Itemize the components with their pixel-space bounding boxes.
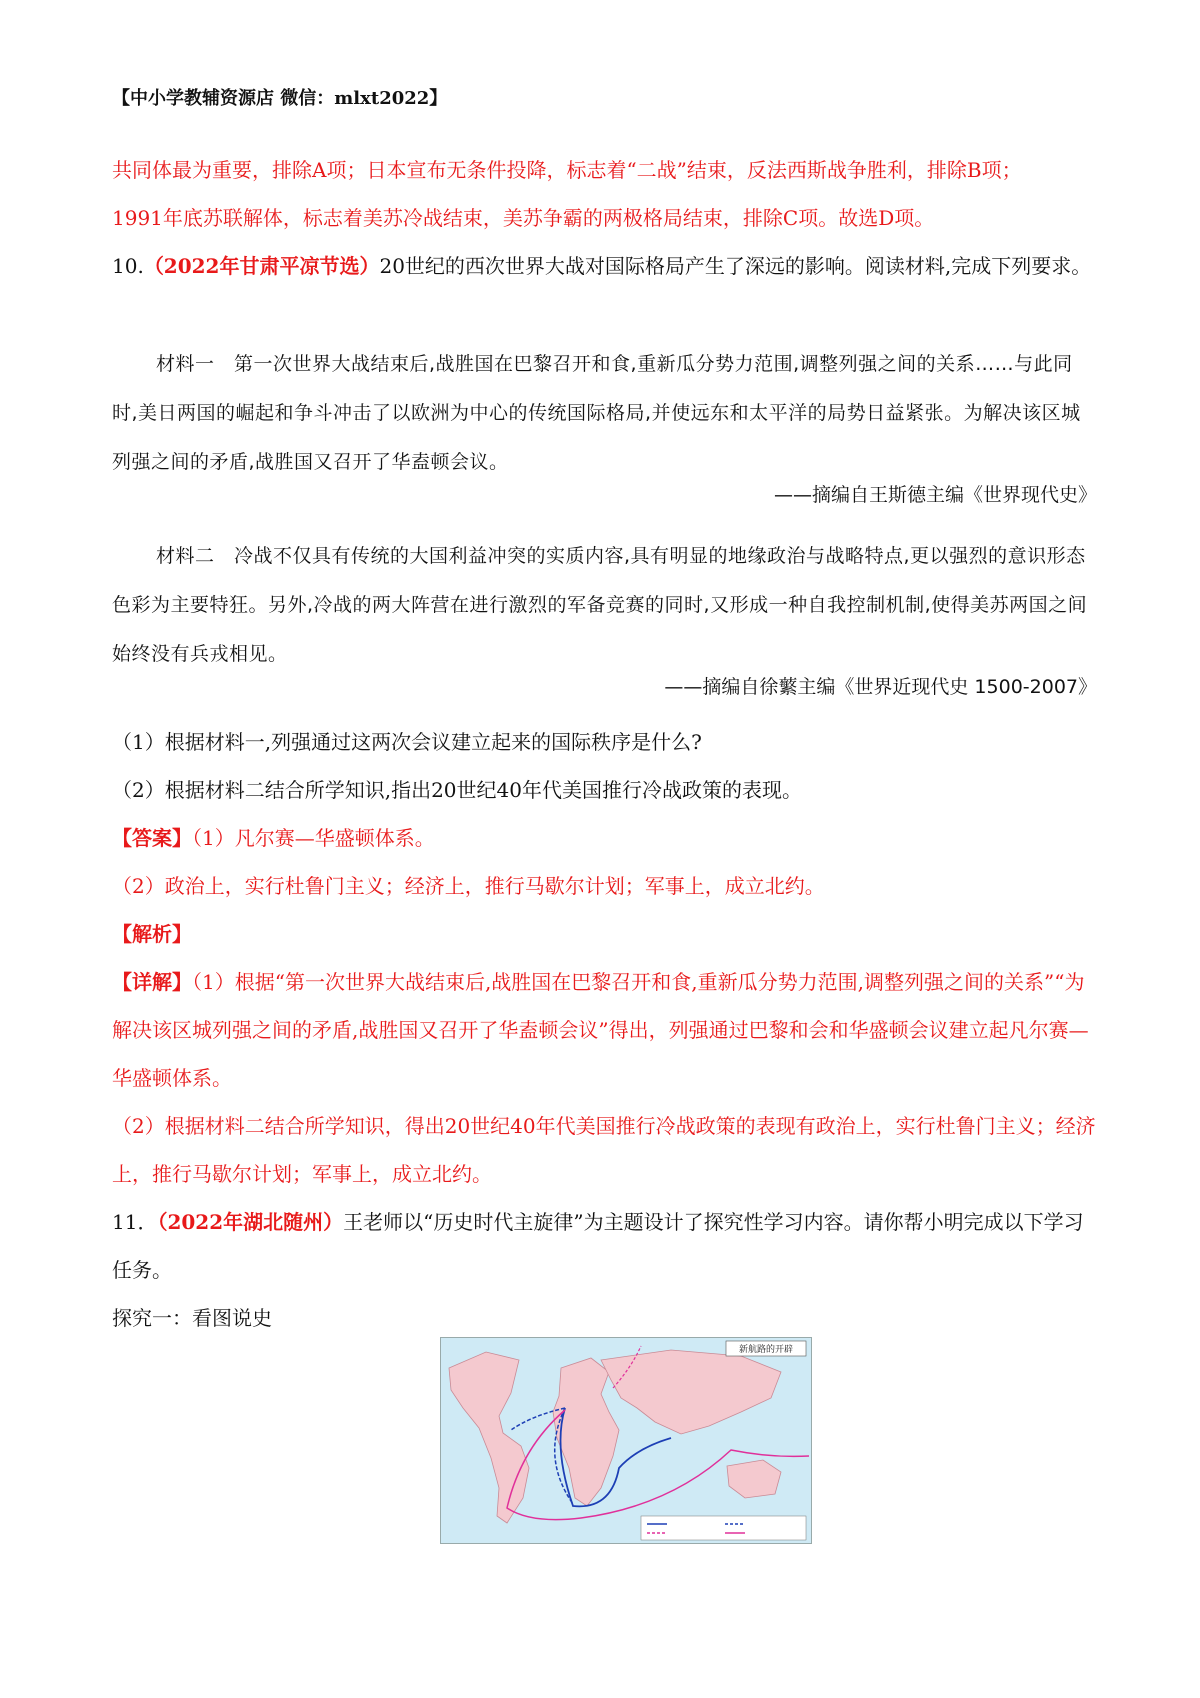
detail-label: 【详解】 <box>112 970 192 994</box>
question-10-number: 10. <box>112 254 144 278</box>
sub-question-1: （1）根据材料一,列强通过这两次会议建立起来的国际秩序是什么? <box>112 730 702 754</box>
question-10-source: （2022年甘肃平凉节选） <box>143 254 380 278</box>
sub-question-2: （2）根据材料二结合所学知识,指出20世纪40年代美国推行冷战政策的表现。 <box>112 778 802 802</box>
material-2: 材料二 冷战不仅具有传统的大国利益冲突的实质内容,具有明显的地缘政治与战略特点,更以强烈的意识形态色彩为主要特狂。另外,冷战的两大阵营在进行激烈的军备竞赛的同时,又形成一种自我控制机制,使得美苏两国之间始终没有兵戎相见。 <box>112 545 1088 665</box>
map-legend <box>641 1516 806 1540</box>
question-10-text: 20世纪的西次世界大战对国际格局产生了深远的影响。阅读材料,完成下列要求。 <box>379 254 1092 278</box>
material-1-source: ——摘编自王斯德主编《世界现代史》 <box>773 484 1097 506</box>
question-11-source: （2022年湖北随州） <box>157 1210 344 1234</box>
analysis-label: 【解析】 <box>112 922 192 946</box>
map-title: 新航路的开辟 <box>738 1345 794 1355</box>
previous-answer-line-1: 共同体最为重要，排除A项；日本宣布无条件投降，标志着“二战”结束，反法西斯战争胜利，排除B项； <box>112 158 1022 182</box>
page-header: 【中小学教辅资源店 微信：mlxt2022】 <box>112 88 448 109</box>
new-sea-routes-map <box>440 1337 812 1544</box>
answer-2: （2）政治上，实行杜鲁门主义；经济上，推行马歇尔计划；军事上，成立北约。 <box>112 874 825 898</box>
explore-1-label: 探究一：看图说史 <box>112 1306 272 1330</box>
answer-1: （1）凡尔赛—华盛顿体系。 <box>192 826 435 850</box>
question-11-text: 王老师以“历史时代主旋律”为主题设计了探究性学习内容。请你帮小明完成以下学习任务。 <box>112 1210 1084 1282</box>
answer-label: 【答案】 <box>112 826 192 850</box>
detail-1-text: （1）根据“第一次世界大战结束后,战胜国在巴黎召开和食,重新瓜分势力范围,调整列强之间的关系”“为解决该区城列强之间的矛盾,战胜国又召开了华盍顿会议”得出，列强通过巴黎和会和华盛顿会议建立起凡尔赛—华盛顿体系。 <box>112 970 1089 1090</box>
material-1: 材料一 第一次世界大战结束后,战胜国在巴黎召开和食,重新瓜分势力范围,调整列强之间的关系……与此同时,美日两国的崛起和争斗冲击了以欧洲为中心的传统国际格局,并使远东和太平洋的局势日益紧张。为解决该区城列强之间的矛盾,战胜国又召开了华盍顿会议。 <box>112 353 1081 473</box>
detail-1 <box>112 958 1097 1102</box>
question-11-stem <box>112 1198 1097 1294</box>
answer-line-1 <box>112 814 1097 862</box>
detail-2: （2）根据材料二结合所学知识，得出20世纪40年代美国推行冷战政策的表现有政治上，实行杜鲁门主义；经济上，推行马歇尔计划；军事上，成立北约。 <box>112 1114 1096 1186</box>
previous-answer-line-2: 1991年底苏联解体，标志着美苏冷战结束，美苏争霸的两极格局结束，排除C项。故选D项。 <box>112 206 935 230</box>
question-11-number: 11． <box>112 1210 158 1234</box>
question-10-stem <box>112 242 1097 290</box>
material-2-source: ——摘编自徐蘩主编《世界近现代史 1500-2007》 <box>664 676 1097 698</box>
